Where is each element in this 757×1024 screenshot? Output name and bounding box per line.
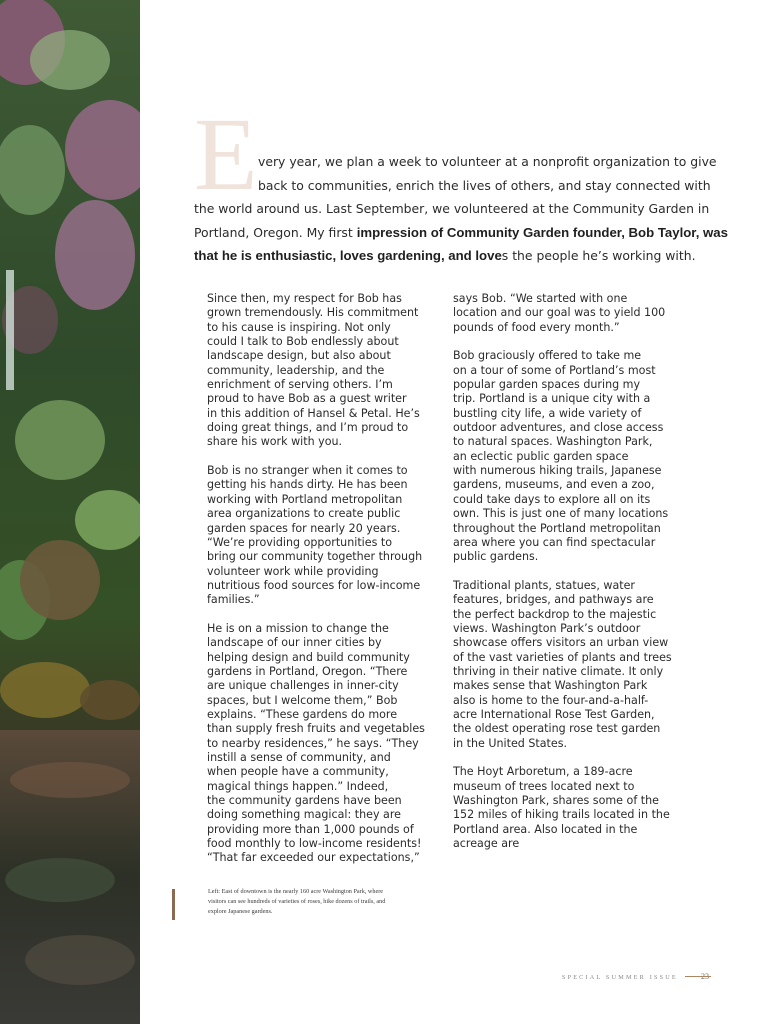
body-line: to nearby residences,” he says. “They	[207, 736, 419, 750]
body-line: food monthly to low-income residents!	[207, 837, 422, 851]
body-line: enrichment of serving others. I’m	[207, 378, 393, 392]
intro-line: very year, we plan a week to volunteer at a nonprofit organization to give	[258, 154, 717, 169]
photo-caption	[208, 887, 438, 917]
right-column	[453, 292, 691, 866]
body-line: popular garden spaces during my	[453, 378, 641, 392]
body-line: an eclectic public garden space	[453, 449, 629, 463]
body-line: acreage are	[453, 837, 520, 851]
body-line: the community gardens have been	[207, 794, 402, 808]
body-line: features, bridges, and pathways are	[453, 593, 654, 607]
body-line: “We’re providing opportunities to	[207, 535, 393, 549]
body-line: own. This is just one of many locations	[453, 507, 669, 521]
intro-line	[194, 221, 728, 245]
body-paragraph	[453, 765, 691, 851]
body-line: bring our community together through	[207, 550, 423, 564]
body-line: the oldest operating rose test garden	[453, 722, 661, 736]
body-line: grown tremendously. His commitment	[207, 306, 419, 320]
body-line: when people have a community,	[207, 765, 389, 779]
body-line: bustling city life, a wide variety of	[453, 406, 642, 420]
body-line: volunteer work while providing	[207, 564, 379, 578]
body-line: area where you can find spectacular	[453, 535, 656, 549]
body-paragraph	[453, 349, 691, 564]
body-line: gardens in Portland, Oregon. “There	[207, 664, 408, 678]
body-paragraph	[207, 464, 445, 607]
body-line: gardens, museums, and even a zoo,	[453, 478, 655, 492]
body-line: on a tour of some of Portland’s most	[453, 363, 656, 377]
body-line: families.”	[207, 593, 260, 607]
body-line: pounds of food every month.”	[453, 320, 620, 334]
body-line: providing more than 1,000 pounds of	[207, 822, 414, 836]
body-line: 152 miles of hiking trails located in the	[453, 808, 670, 822]
body-line: with numerous hiking trails, Japanese	[453, 464, 662, 478]
body-paragraph	[453, 292, 691, 335]
body-line: could I talk to Bob endlessly about	[207, 335, 399, 349]
body-line: “That far exceeded our expectations,”	[207, 851, 420, 865]
caption-line: visitors can see hundreds of varieties of roses, hike dozens of trails, and	[208, 898, 386, 905]
intro-line-end: s the people he’s working with.	[501, 248, 696, 263]
body-paragraph	[207, 292, 445, 450]
caption-line: explore Japanese gardens.	[208, 908, 273, 915]
body-line: nutritious food sources for low-income	[207, 578, 421, 592]
issue-label: SPECIAL SUMMER ISSUE	[561, 974, 678, 981]
body-line: Portland area. Also located in the	[453, 822, 638, 836]
body-line: acre International Rose Test Garden,	[453, 707, 655, 721]
body-line: says Bob. “We started with one	[453, 292, 628, 305]
body-line: trip. Portland is a unique city with a	[453, 392, 651, 406]
body-line: magical things happen.” Indeed,	[207, 779, 389, 793]
body-line: could take days to explore all on its	[453, 492, 651, 506]
body-line: community, leadership, and the	[207, 363, 385, 377]
body-line: spaces, but I welcome them,” Bob	[207, 693, 398, 707]
left-column	[207, 292, 445, 880]
intro-paragraph	[194, 150, 728, 268]
body-line: thriving in their native climate. It only	[453, 664, 664, 678]
body-line: public gardens.	[453, 550, 539, 564]
body-paragraph	[207, 622, 445, 866]
garden-photo-illustration	[0, 0, 140, 1024]
body-line: He is on a mission to change the	[207, 621, 389, 635]
body-line: Bob is no stranger when it comes to	[207, 464, 408, 478]
body-line: also is home to the four-and-a-half-	[453, 693, 649, 707]
body-line: location and our goal was to yield 100	[453, 306, 666, 320]
intro-line: back to communities, enrich the lives of others, and stay connected with	[258, 177, 711, 193]
body-line: Since then, my respect for Bob has	[207, 292, 402, 305]
body-line: museum of trees located next to	[453, 779, 635, 793]
body-line: the perfect backdrop to the majestic	[453, 607, 657, 621]
body-line: of the vast varieties of plants and trees	[453, 650, 672, 664]
intro-line: the world around us. Last September, we volunteered at the Community Garden in	[194, 201, 710, 216]
intro-bold-text: that he is enthusiastic, loves gardening, and love	[194, 248, 502, 263]
body-line: landscape of our inner cities by	[207, 636, 382, 650]
body-line: Bob graciously offered to take me	[453, 349, 642, 363]
body-line: landscape design, but also about	[207, 349, 391, 363]
body-line: to his cause is inspiring. Not only	[207, 320, 391, 334]
body-line: helping design and build community	[207, 650, 410, 664]
garden-photo	[0, 0, 140, 1024]
body-line: area organizations to create public	[207, 507, 401, 521]
intro-line	[194, 244, 704, 268]
body-line: are unique challenges in inner-city	[207, 679, 399, 693]
body-line: garden spaces for nearly 20 years.	[207, 521, 401, 535]
body-line: doing great things, and I’m proud to	[207, 421, 409, 435]
body-line: makes sense that Washington Park	[453, 679, 648, 693]
body-line: proud to have Bob as a guest writer	[207, 392, 407, 406]
body-line: in this addition of Hansel & Petal. He’s	[207, 406, 420, 420]
page-footer	[562, 964, 709, 983]
body-line: in the United States.	[453, 736, 568, 750]
body-line: showcase offers visitors an urban view	[453, 636, 669, 650]
caption-accent-bar	[172, 889, 175, 920]
page-number-underline	[685, 976, 711, 977]
body-line: Traditional plants, statues, water	[453, 578, 635, 592]
body-line: working with Portland metropolitan	[207, 492, 403, 506]
body-line: Washington Park, shares some of the	[453, 794, 659, 808]
caption-line: Left: East of downtown is the nearly 160 acre Washington Park, where	[208, 888, 383, 895]
body-paragraph	[453, 579, 691, 751]
body-line: throughout the Portland metropolitan	[453, 521, 661, 535]
body-line: doing something magical: they are	[207, 808, 401, 822]
body-line: to natural spaces. Washington Park,	[453, 435, 653, 449]
body-line: views. Washington Park’s outdoor	[453, 621, 641, 635]
body-line: getting his hands dirty. He has been	[207, 478, 408, 492]
body-line: share his work with you.	[207, 435, 343, 449]
body-line: outdoor adventures, and close access	[453, 421, 664, 435]
intro-bold-text: impression of Community Garden founder, Bob Taylor, was	[356, 224, 728, 240]
body-line: instill a sense of community, and	[207, 751, 391, 764]
body-line: explains. “These gardens do more	[207, 707, 398, 721]
body-line: than supply fresh fruits and vegetables	[207, 722, 425, 736]
body-line: The Hoyt Arboretum, a 189-acre	[453, 765, 633, 779]
intro-line-start: Portland, Oregon. My first	[194, 224, 357, 240]
drop-cap: E	[194, 97, 258, 212]
